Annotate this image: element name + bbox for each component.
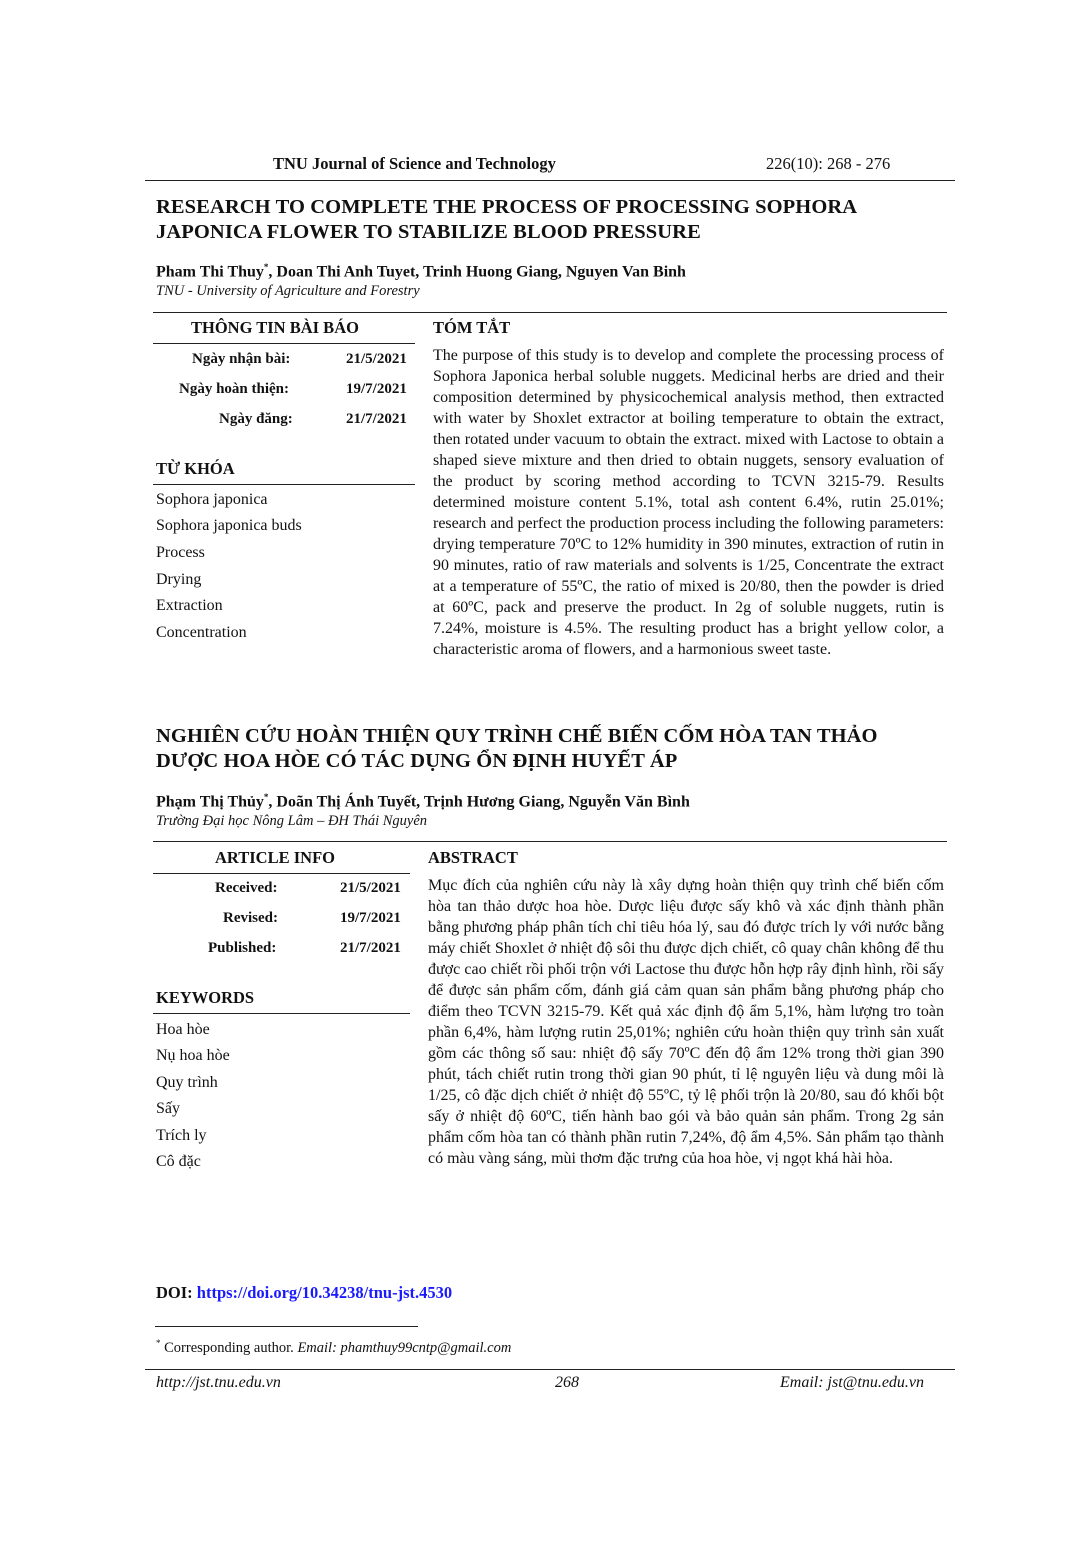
date-label-received: Received: — [215, 880, 278, 896]
abstract-text-en: The purpose of this study is to develop and complete the processing process of Sophora Japonica herbal soluble nuggets. Medicinal herbs are dried and their composition determined by physicochemical analysis method, then extracted with water by Shoxlet extractor at boiling temperature to obtain the extract, then rotated under vacuum to obtain the extract. mixed with Lactose to obtain a shaped sieve mixture and then dried to obtain nuggets, sensory evaluation of the product by scoring method according to TCVN 3215-79. Results determined moisture content 5.1%, total ash content 6.4%, rutin 25.01%; research and perfect the production process including the following parameters: drying temperature 70ºC to 12% humidity in 390 minutes, extraction of rutin in 90 minutes, ratio of raw materials and solvents is 1/25, Concentrate the extract at a temperature of 55ºC, the ratio of mixed is 20/80, then the powder is dried at 60ºC, pack and preserve the product. In 2g of soluble nuggets, rutin is 7.24%, moisture is 4.5%. The resulting product has a bright yellow color, a characteristic aroma of flowers, and a harmonious sweet taste. — [433, 347, 944, 658]
footnote-rule — [155, 1326, 418, 1327]
footer-url[interactable]: http://jst.tnu.edu.vn — [156, 1374, 281, 1391]
title-line: RESEARCH TO COMPLETE THE PROCESS OF PROCESSING SOPHORA — [156, 196, 858, 218]
author-rest: , Doan Thi Anh Tuyet, Trinh Huong Giang, Nguyen Van Binh — [268, 263, 686, 281]
abstract-heading: ABSTRACT — [428, 848, 518, 867]
footnote-mark: * — [156, 1338, 161, 1348]
keywords-heading: KEYWORDS — [156, 988, 255, 1007]
keywords-rule — [153, 1013, 410, 1014]
footer-email: Email: jst@tnu.edu.vn — [780, 1374, 925, 1391]
issue-pages: 226(10): 268 - 276 — [766, 154, 891, 173]
keyword: Trích ly — [156, 1127, 207, 1144]
abstract-text-vi: Mục đích của nghiên cứu này là xây dựng hoàn thiện quy trình chế biến cốm hòa tan thảo dược hoa hòe. Dược liệu được sấy khô và xác định thành phần bằng phương pháp phân tích chỉ tiêu hóa lý, sau đó được trích ly với nước bằng máy chiết Shoxlet ở nhiệt độ sôi thu được dịch chiết, cô quay chân không để thu được cao chiết rồi phối trộn với Lactose thu được hỗn hợp rây định hình, rồi sấy để được sản phẩm cốm, đánh giá cảm quan sản phẩm bằng phương pháp cho điểm theo TCVN 3215-79. Kết quả xác định độ ẩm 5,1%, hàm lượng tro toàn phần 6,4%, hàm lượng rutin 25,01%; nghiên cứu hoàn thiện quy trình sản xuất gồm các thông số sau: nhiệt độ sấy 70ºC đến độ ẩm 12% trong thời gian 390 phút, tách chiết rutin trong thời gian 90 phút, tỉ lệ nguyên liệu và dung môi là 1/25, cô đặc dịch chiết ở nhiệt độ 55ºC, tỷ lệ phối trộn là 20/80, sau đó khối bột sấy ở nhiệt độ 60ºC, tiến hành bao gói và bảo quản sản phẩm. Trong 2g sản phẩm cốm hòa tan có thành phần rutin 7,24%, độ ẩm 4,5%. Sản phẩm tạo thành có màu vàng sáng, mùi thơm đặc trưng của hoa hòe, vị ngọt khá hài hòa. — [428, 877, 944, 1167]
info-heading: THÔNG TIN BÀI BÁO — [191, 318, 359, 337]
info-rule — [153, 873, 410, 874]
keyword: Process — [156, 544, 205, 561]
table-top-rule — [153, 841, 947, 842]
date-value-published: 21/7/2021 — [340, 940, 401, 956]
date-value-received: 21/5/2021 — [340, 880, 401, 896]
date-label-received: Ngày nhận bài: — [192, 351, 291, 367]
header-rule — [145, 180, 955, 181]
doi — [156, 1283, 452, 1303]
keyword: Quy trình — [156, 1074, 218, 1091]
paper-title-vi — [156, 724, 878, 774]
footnote-email: Email: phamthuy99cntp@gmail.com — [297, 1339, 512, 1356]
page-number: 268 — [555, 1374, 579, 1391]
keyword: Sophora japonica buds — [156, 517, 302, 534]
journal-name: TNU Journal of Science and Technology — [273, 154, 556, 173]
keyword: Sophora japonica — [156, 491, 268, 508]
date-value-received: 21/5/2021 — [346, 351, 407, 367]
footnote — [156, 1338, 511, 1357]
table-top-rule — [153, 312, 947, 313]
info-rule — [153, 343, 415, 344]
abstract-heading: TÓM TẮT — [433, 318, 511, 337]
footer-rule — [145, 1369, 955, 1370]
keyword: Extraction — [156, 597, 223, 614]
doi-link[interactable]: https://doi.org/10.34238/tnu-jst.4530 — [196, 1283, 453, 1302]
affiliation-en: TNU - University of Agriculture and Forestry — [156, 283, 420, 299]
footnote-text: Corresponding author. — [160, 1339, 298, 1356]
author-rest: , Doãn Thị Ánh Tuyết, Trịnh Hương Giang, Nguyễn Văn Bình — [268, 793, 690, 811]
keyword: Cô đặc — [156, 1153, 201, 1170]
corresponding-mark: * — [263, 792, 269, 802]
info-heading: ARTICLE INFO — [215, 848, 335, 867]
author-first: Phạm Thị Thủy — [156, 793, 264, 811]
paper-title-en — [156, 195, 857, 245]
keywords-rule — [153, 484, 415, 485]
keyword: Concentration — [156, 624, 247, 641]
affiliation-vi: Trường Đại học Nông Lâm – ĐH Thái Nguyên — [156, 813, 428, 829]
date-value-revised: 19/7/2021 — [346, 381, 407, 397]
keyword: Sấy — [156, 1100, 180, 1117]
authors-en — [156, 262, 686, 281]
authors-vi — [156, 792, 690, 811]
doi-label: DOI: — [156, 1283, 197, 1302]
keyword: Drying — [156, 571, 202, 588]
date-label-revised: Ngày hoàn thiện: — [179, 381, 290, 397]
date-value-published: 21/7/2021 — [346, 411, 407, 427]
title-line: DƯỢC HOA HÒE CÓ TÁC DỤNG ỔN ĐỊNH HUYẾT ÁP — [156, 750, 678, 772]
corresponding-mark: * — [263, 262, 269, 272]
keyword: Nụ hoa hòe — [156, 1047, 230, 1064]
keywords-heading: TỪ KHÓA — [156, 459, 235, 478]
title-line: NGHIÊN CỨU HOÀN THIỆN QUY TRÌNH CHẾ BIẾN CỐM HÒA TAN THẢO — [156, 725, 878, 747]
date-label-published: Ngày đăng: — [219, 411, 293, 427]
keyword: Hoa hòe — [156, 1021, 210, 1038]
author-first: Pham Thi Thuy — [156, 263, 264, 281]
date-label-revised: Revised: — [223, 910, 278, 926]
date-value-revised: 19/7/2021 — [340, 910, 401, 926]
title-line: JAPONICA FLOWER TO STABILIZE BLOOD PRESSURE — [156, 221, 701, 243]
date-label-published: Published: — [208, 940, 277, 956]
